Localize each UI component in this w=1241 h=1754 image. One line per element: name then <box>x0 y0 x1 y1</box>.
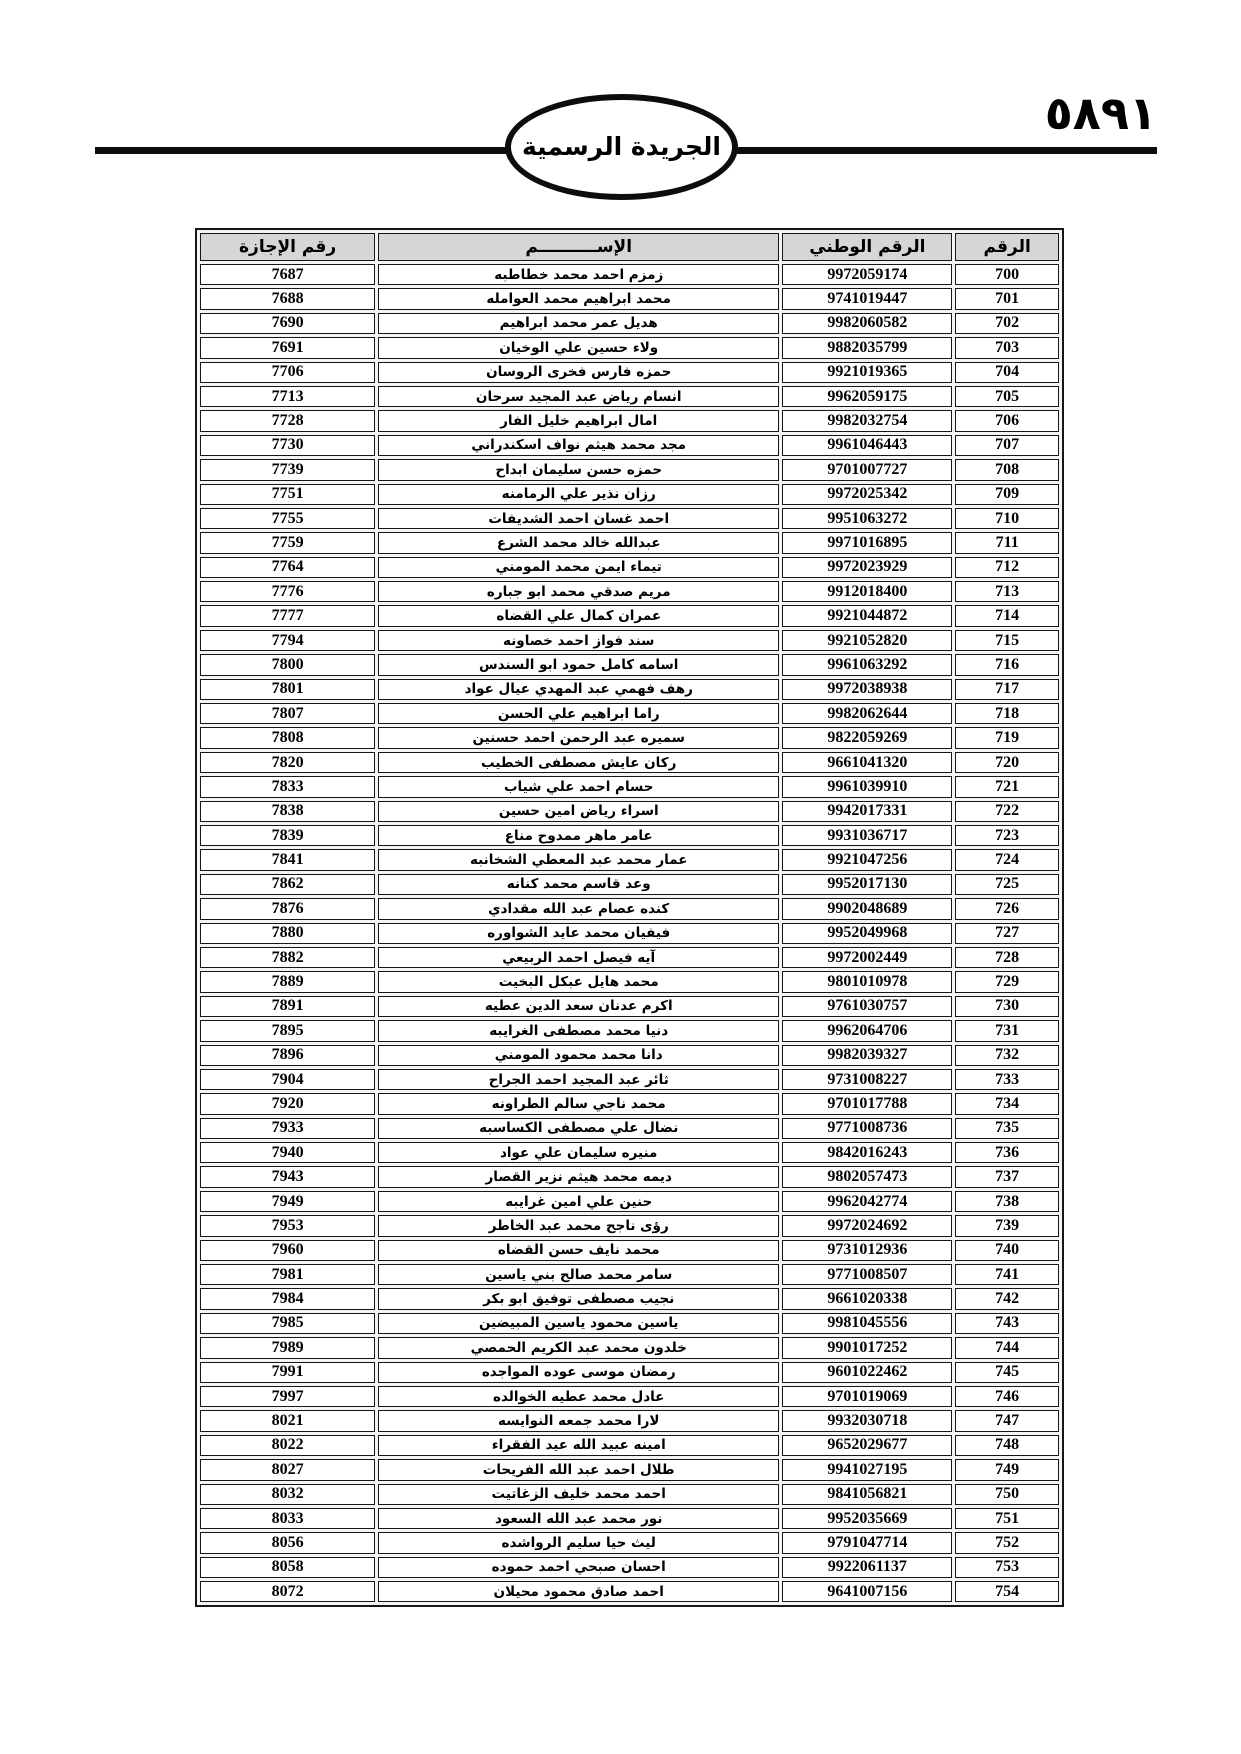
cell-license: 7820 <box>200 752 375 773</box>
cell-index: 753 <box>955 1557 1059 1578</box>
table-row <box>200 435 1059 456</box>
cell-license: 7833 <box>200 776 375 797</box>
cell-index: 724 <box>955 849 1059 870</box>
header-national-id: الرقم الوطني <box>782 233 952 261</box>
cell-index: 712 <box>955 557 1059 578</box>
cell-name: امال ابراهيم خليل الفار <box>378 410 779 431</box>
cell-license: 7764 <box>200 557 375 578</box>
cell-index: 731 <box>955 1020 1059 1041</box>
cell-license: 7713 <box>200 386 375 407</box>
cell-license: 7985 <box>200 1313 375 1334</box>
cell-name: انسام رياض عبد المجيد سرحان <box>378 386 779 407</box>
cell-name: مريم صدقي محمد ابو جباره <box>378 581 779 602</box>
cell-index: 736 <box>955 1142 1059 1163</box>
cell-name: خلدون محمد عبد الكريم الحمصي <box>378 1337 779 1358</box>
table-row <box>200 508 1059 529</box>
table-row <box>200 1532 1059 1553</box>
table-row <box>200 1020 1059 1041</box>
cell-license: 7943 <box>200 1166 375 1187</box>
cell-license: 7728 <box>200 410 375 431</box>
cell-index: 748 <box>955 1435 1059 1456</box>
cell-index: 703 <box>955 337 1059 358</box>
table-row <box>200 1045 1059 1066</box>
cell-national-id: 9951063272 <box>782 508 952 529</box>
cell-name: احمد غسان احمد الشديفات <box>378 508 779 529</box>
cell-national-id: 9771008507 <box>782 1264 952 1285</box>
cell-national-id: 9652029677 <box>782 1435 952 1456</box>
table-row <box>200 459 1059 480</box>
cell-index: 723 <box>955 825 1059 846</box>
cell-license: 7953 <box>200 1215 375 1236</box>
cell-national-id: 9982039327 <box>782 1045 952 1066</box>
cell-index: 720 <box>955 752 1059 773</box>
cell-name: آيه فيصل احمد الربيعي <box>378 947 779 968</box>
cell-license: 7759 <box>200 532 375 553</box>
cell-index: 746 <box>955 1386 1059 1407</box>
table-body <box>200 264 1059 1602</box>
cell-name: محمد نايف حسن القضاه <box>378 1240 779 1261</box>
cell-name: سميره عبد الرحمن احمد حسنين <box>378 727 779 748</box>
cell-name: زمزم احمد محمد خطاطبه <box>378 264 779 285</box>
cell-name: اسامه كامل حمود ابو السندس <box>378 654 779 675</box>
table-row <box>200 386 1059 407</box>
cell-national-id: 9962059175 <box>782 386 952 407</box>
table-row <box>200 288 1059 309</box>
table-row <box>200 313 1059 334</box>
header-index: الرقم <box>955 233 1059 261</box>
table-row <box>200 971 1059 992</box>
header-license: رقم الإجازة <box>200 233 375 261</box>
cell-index: 701 <box>955 288 1059 309</box>
cell-license: 7688 <box>200 288 375 309</box>
cell-name: حمزه حسن سليمان ابداح <box>378 459 779 480</box>
cell-index: 739 <box>955 1215 1059 1236</box>
cell-name: دنيا محمد مصطفى الغرايبه <box>378 1020 779 1041</box>
cell-license: 8056 <box>200 1532 375 1553</box>
licenses-table <box>195 228 1064 1607</box>
cell-national-id: 9802057473 <box>782 1166 952 1187</box>
cell-name: رزان نذير علي الرمامنه <box>378 484 779 505</box>
masthead-ellipse <box>505 94 738 200</box>
cell-national-id: 9982060582 <box>782 313 952 334</box>
cell-index: 707 <box>955 435 1059 456</box>
cell-license: 7839 <box>200 825 375 846</box>
cell-name: احمد صادق محمود محيلان <box>378 1581 779 1602</box>
table-row <box>200 1484 1059 1505</box>
table-row <box>200 1166 1059 1187</box>
cell-index: 700 <box>955 264 1059 285</box>
cell-national-id: 9952035669 <box>782 1508 952 1529</box>
cell-license: 8058 <box>200 1557 375 1578</box>
cell-name: عمار محمد عبد المعطي الشخانبه <box>378 849 779 870</box>
cell-index: 713 <box>955 581 1059 602</box>
cell-national-id: 9601022462 <box>782 1362 952 1383</box>
table-row <box>200 1264 1059 1285</box>
cell-index: 741 <box>955 1264 1059 1285</box>
cell-index: 735 <box>955 1118 1059 1139</box>
cell-name: ثائر عبد المجيد احمد الجراح <box>378 1069 779 1090</box>
cell-national-id: 9982062644 <box>782 703 952 724</box>
cell-index: 745 <box>955 1362 1059 1383</box>
cell-license: 7891 <box>200 996 375 1017</box>
cell-index: 704 <box>955 362 1059 383</box>
cell-national-id: 9731012936 <box>782 1240 952 1261</box>
cell-index: 749 <box>955 1459 1059 1480</box>
table-row <box>200 1337 1059 1358</box>
cell-name: محمد ناجي سالم الطراونه <box>378 1093 779 1114</box>
table-row <box>200 605 1059 626</box>
cell-name: حمزه فارس فخرى الروسان <box>378 362 779 383</box>
cell-license: 7949 <box>200 1191 375 1212</box>
cell-license: 7690 <box>200 313 375 334</box>
cell-national-id: 9741019447 <box>782 288 952 309</box>
table-row <box>200 996 1059 1017</box>
cell-national-id: 9972059174 <box>782 264 952 285</box>
cell-national-id: 9942017331 <box>782 801 952 822</box>
cell-name: احسان صبحي احمد حموده <box>378 1557 779 1578</box>
table-row <box>200 1142 1059 1163</box>
table-row <box>200 1410 1059 1431</box>
page-number: ٥٨٩١ <box>1044 86 1157 140</box>
cell-national-id: 9701019069 <box>782 1386 952 1407</box>
table-row <box>200 898 1059 919</box>
cell-license: 7739 <box>200 459 375 480</box>
cell-national-id: 9961046443 <box>782 435 952 456</box>
cell-name: كنده عصام عبد الله مقدادي <box>378 898 779 919</box>
cell-name: حنين علي امين غرايبه <box>378 1191 779 1212</box>
cell-name: وعد قاسم محمد كنانه <box>378 874 779 895</box>
cell-index: 750 <box>955 1484 1059 1505</box>
cell-index: 738 <box>955 1191 1059 1212</box>
table-row <box>200 1508 1059 1529</box>
table-row <box>200 825 1059 846</box>
table-row <box>200 776 1059 797</box>
cell-index: 733 <box>955 1069 1059 1090</box>
table-header-row <box>200 233 1059 261</box>
table-row <box>200 581 1059 602</box>
cell-index: 714 <box>955 605 1059 626</box>
cell-license: 7838 <box>200 801 375 822</box>
cell-index: 721 <box>955 776 1059 797</box>
cell-license: 7984 <box>200 1288 375 1309</box>
cell-license: 7777 <box>200 605 375 626</box>
cell-index: 742 <box>955 1288 1059 1309</box>
cell-national-id: 9972038938 <box>782 679 952 700</box>
cell-index: 719 <box>955 727 1059 748</box>
cell-license: 7997 <box>200 1386 375 1407</box>
table-row <box>200 923 1059 944</box>
cell-national-id: 9972024692 <box>782 1215 952 1236</box>
table-row <box>200 264 1059 285</box>
cell-index: 716 <box>955 654 1059 675</box>
cell-national-id: 9981045556 <box>782 1313 952 1334</box>
cell-license: 7801 <box>200 679 375 700</box>
cell-name: نور محمد عبد الله السعود <box>378 1508 779 1529</box>
cell-name: ولاء حسين علي الوخيان <box>378 337 779 358</box>
cell-license: 8022 <box>200 1435 375 1456</box>
table-row <box>200 532 1059 553</box>
cell-index: 728 <box>955 947 1059 968</box>
cell-license: 7880 <box>200 923 375 944</box>
cell-national-id: 9921047256 <box>782 849 952 870</box>
table-row <box>200 1362 1059 1383</box>
cell-license: 7691 <box>200 337 375 358</box>
cell-license: 8027 <box>200 1459 375 1480</box>
cell-index: 730 <box>955 996 1059 1017</box>
cell-national-id: 9961039910 <box>782 776 952 797</box>
cell-name: هديل عمر محمد ابراهيم <box>378 313 779 334</box>
cell-national-id: 9661041320 <box>782 752 952 773</box>
cell-license: 7876 <box>200 898 375 919</box>
cell-index: 715 <box>955 630 1059 651</box>
cell-name: منيره سليمان علي عواد <box>378 1142 779 1163</box>
table-row <box>200 727 1059 748</box>
cell-name: سامر محمد صالح بني ياسين <box>378 1264 779 1285</box>
cell-national-id: 9791047714 <box>782 1532 952 1553</box>
cell-name: ركان عايش مصطفى الخطيب <box>378 752 779 773</box>
cell-license: 7896 <box>200 1045 375 1066</box>
cell-name: ياسين محمود ياسين المبيضين <box>378 1313 779 1334</box>
cell-index: 744 <box>955 1337 1059 1358</box>
table-row <box>200 630 1059 651</box>
cell-license: 7751 <box>200 484 375 505</box>
cell-national-id: 9641007156 <box>782 1581 952 1602</box>
table-row <box>200 1288 1059 1309</box>
cell-name: ليث حيا سليم الرواشده <box>378 1532 779 1553</box>
table-row <box>200 1557 1059 1578</box>
cell-name: سند فواز احمد خصاونه <box>378 630 779 651</box>
cell-name: تيماء ايمن محمد المومني <box>378 557 779 578</box>
cell-license: 7755 <box>200 508 375 529</box>
header-name: الإســــــــــم <box>378 233 779 261</box>
cell-national-id: 9661020338 <box>782 1288 952 1309</box>
table-row <box>200 947 1059 968</box>
cell-national-id: 9701017788 <box>782 1093 952 1114</box>
cell-license: 7920 <box>200 1093 375 1114</box>
cell-name: لارا محمد جمعه النوايسه <box>378 1410 779 1431</box>
table-row <box>200 337 1059 358</box>
cell-name: فيفيان محمد عايد الشواوره <box>378 923 779 944</box>
cell-license: 7889 <box>200 971 375 992</box>
cell-index: 729 <box>955 971 1059 992</box>
cell-index: 702 <box>955 313 1059 334</box>
cell-index: 726 <box>955 898 1059 919</box>
cell-name: رؤى ناجح محمد عبد الخاطر <box>378 1215 779 1236</box>
cell-name: احمد محمد خليف الزغاتيت <box>378 1484 779 1505</box>
cell-national-id: 9982032754 <box>782 410 952 431</box>
table-row <box>200 1459 1059 1480</box>
cell-name: رمضان موسى عوده المواجده <box>378 1362 779 1383</box>
cell-license: 7808 <box>200 727 375 748</box>
cell-license: 7989 <box>200 1337 375 1358</box>
cell-license: 7904 <box>200 1069 375 1090</box>
cell-national-id: 9882035799 <box>782 337 952 358</box>
cell-national-id: 9921019365 <box>782 362 952 383</box>
cell-license: 7933 <box>200 1118 375 1139</box>
cell-national-id: 9921044872 <box>782 605 952 626</box>
cell-national-id: 9801010978 <box>782 971 952 992</box>
cell-national-id: 9972023929 <box>782 557 952 578</box>
table-row <box>200 1240 1059 1261</box>
cell-name: ديمه محمد هيثم نزير القصار <box>378 1166 779 1187</box>
cell-index: 737 <box>955 1166 1059 1187</box>
cell-index: 740 <box>955 1240 1059 1261</box>
cell-national-id: 9842016243 <box>782 1142 952 1163</box>
cell-license: 8033 <box>200 1508 375 1529</box>
cell-license: 7895 <box>200 1020 375 1041</box>
cell-national-id: 9941027195 <box>782 1459 952 1480</box>
cell-national-id: 9912018400 <box>782 581 952 602</box>
cell-name: حسام احمد علي شياب <box>378 776 779 797</box>
cell-national-id: 9921052820 <box>782 630 952 651</box>
table-row <box>200 1581 1059 1602</box>
cell-name: امينه عبيد الله عيد الفقراء <box>378 1435 779 1456</box>
cell-license: 7940 <box>200 1142 375 1163</box>
cell-license: 7960 <box>200 1240 375 1261</box>
cell-index: 708 <box>955 459 1059 480</box>
cell-license: 7991 <box>200 1362 375 1383</box>
table-row <box>200 679 1059 700</box>
table-row <box>200 849 1059 870</box>
cell-index: 734 <box>955 1093 1059 1114</box>
cell-name: نجيب مصطفى توفيق ابو بكر <box>378 1288 779 1309</box>
cell-license: 7800 <box>200 654 375 675</box>
cell-index: 747 <box>955 1410 1059 1431</box>
cell-name: دانا محمد محمود المومني <box>378 1045 779 1066</box>
cell-name: اكرم عدنان سعد الدين عطيه <box>378 996 779 1017</box>
cell-license: 7882 <box>200 947 375 968</box>
cell-national-id: 9961063292 <box>782 654 952 675</box>
cell-name: رهف فهمي عبد المهدي عيال عواد <box>378 679 779 700</box>
table-row <box>200 801 1059 822</box>
cell-license: 8072 <box>200 1581 375 1602</box>
cell-index: 706 <box>955 410 1059 431</box>
cell-index: 709 <box>955 484 1059 505</box>
cell-license: 8032 <box>200 1484 375 1505</box>
cell-national-id: 9922061137 <box>782 1557 952 1578</box>
cell-name: عمران كمال علي القضاه <box>378 605 779 626</box>
cell-license: 7706 <box>200 362 375 383</box>
cell-name: محمد هايل عبكل البخيت <box>378 971 779 992</box>
table-row <box>200 1386 1059 1407</box>
table-row <box>200 1435 1059 1456</box>
cell-name: اسراء رياض امين حسين <box>378 801 779 822</box>
cell-national-id: 9731008227 <box>782 1069 952 1090</box>
cell-national-id: 9932030718 <box>782 1410 952 1431</box>
cell-license: 7687 <box>200 264 375 285</box>
table-row <box>200 752 1059 773</box>
cell-license: 7841 <box>200 849 375 870</box>
table-row <box>200 1313 1059 1334</box>
cell-index: 722 <box>955 801 1059 822</box>
cell-index: 743 <box>955 1313 1059 1334</box>
cell-name: عبدالله خالد محمد الشرع <box>378 532 779 553</box>
cell-national-id: 9822059269 <box>782 727 952 748</box>
cell-national-id: 9771008736 <box>782 1118 952 1139</box>
cell-national-id: 9962064706 <box>782 1020 952 1041</box>
cell-national-id: 9962042774 <box>782 1191 952 1212</box>
table-row <box>200 703 1059 724</box>
cell-national-id: 9841056821 <box>782 1484 952 1505</box>
table-row <box>200 484 1059 505</box>
cell-index: 727 <box>955 923 1059 944</box>
cell-national-id: 9931036717 <box>782 825 952 846</box>
table-row <box>200 1118 1059 1139</box>
table-row <box>200 1093 1059 1114</box>
cell-national-id: 9952049968 <box>782 923 952 944</box>
table-row <box>200 557 1059 578</box>
cell-name: طلال احمد عبد الله الفريحات <box>378 1459 779 1480</box>
cell-index: 732 <box>955 1045 1059 1066</box>
table-row <box>200 874 1059 895</box>
cell-license: 7730 <box>200 435 375 456</box>
cell-index: 751 <box>955 1508 1059 1529</box>
cell-name: مجد محمد هيثم نواف اسكندراني <box>378 435 779 456</box>
cell-license: 7794 <box>200 630 375 651</box>
cell-national-id: 9901017252 <box>782 1337 952 1358</box>
cell-name: عامر ماهر ممدوح مناع <box>378 825 779 846</box>
cell-national-id: 9971016895 <box>782 532 952 553</box>
cell-name: عادل محمد عطيه الخوالده <box>378 1386 779 1407</box>
cell-license: 7807 <box>200 703 375 724</box>
cell-national-id: 9902048689 <box>782 898 952 919</box>
cell-national-id: 9952017130 <box>782 874 952 895</box>
table-row <box>200 654 1059 675</box>
cell-license: 7981 <box>200 1264 375 1285</box>
cell-index: 718 <box>955 703 1059 724</box>
cell-index: 711 <box>955 532 1059 553</box>
table-row <box>200 362 1059 383</box>
cell-national-id: 9972002449 <box>782 947 952 968</box>
cell-index: 710 <box>955 508 1059 529</box>
table-row <box>200 1215 1059 1236</box>
table-row <box>200 410 1059 431</box>
cell-national-id: 9761030757 <box>782 996 952 1017</box>
cell-index: 754 <box>955 1581 1059 1602</box>
cell-national-id: 9701007727 <box>782 459 952 480</box>
table-row <box>200 1191 1059 1212</box>
cell-name: محمد ابراهيم محمد العوامله <box>378 288 779 309</box>
cell-license: 7862 <box>200 874 375 895</box>
masthead-title: الجريدة الرسمية <box>521 131 722 161</box>
cell-name: راما ابراهيم علي الحسن <box>378 703 779 724</box>
cell-name: نضال علي مصطفى الكساسبه <box>378 1118 779 1139</box>
cell-index: 717 <box>955 679 1059 700</box>
table-row <box>200 1069 1059 1090</box>
cell-index: 752 <box>955 1532 1059 1553</box>
cell-license: 8021 <box>200 1410 375 1431</box>
cell-index: 725 <box>955 874 1059 895</box>
cell-license: 7776 <box>200 581 375 602</box>
cell-national-id: 9972025342 <box>782 484 952 505</box>
cell-index: 705 <box>955 386 1059 407</box>
